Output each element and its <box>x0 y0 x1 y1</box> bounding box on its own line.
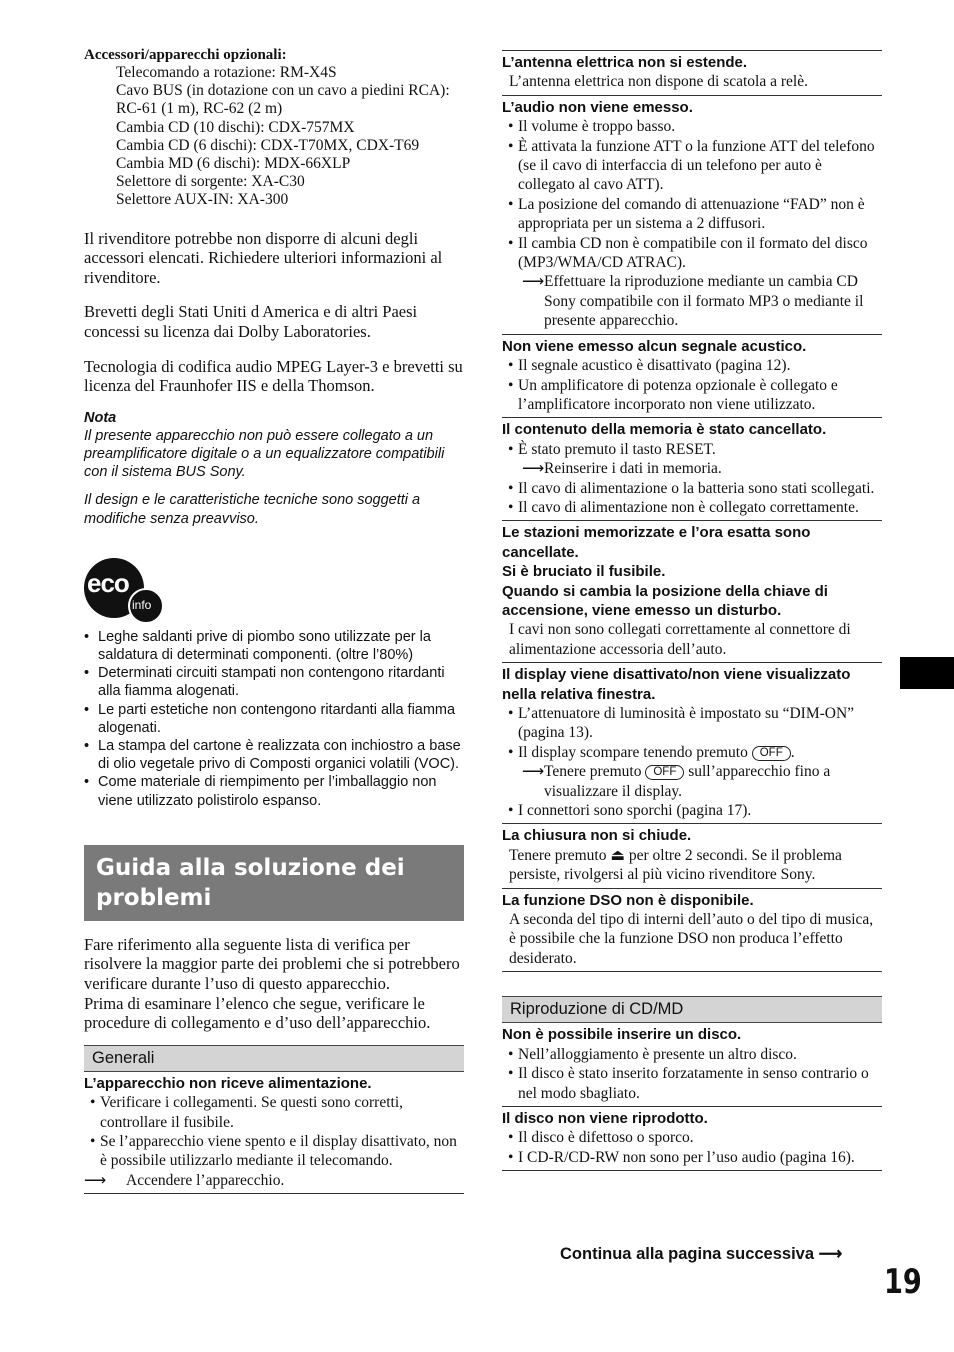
cause-bullet: • Il volume è troppo basso. <box>502 117 882 136</box>
intro-paragraph: Prima di esaminare l’elenco che segue, verificare le procedure di collegamento e d’uso dell’apparecchio. <box>84 993 431 1033</box>
list-item: Telecomando a rotazione: RM-X4S <box>116 64 337 81</box>
problem-title: Il contenuto della memoria è stato cancellato. <box>502 421 827 439</box>
troubleshoot-item <box>502 1023 882 1107</box>
troubleshoot-item <box>502 50 882 96</box>
arrow-icon: ⟶ <box>522 460 545 478</box>
continue-note <box>560 1244 842 1264</box>
cause-bullet: • I connettori sono sporchi (pagina 17). <box>502 801 882 820</box>
eco-info-logo <box>84 558 160 624</box>
section-banner: Guida alla soluzione dei problemi <box>84 845 464 921</box>
page-number: 19 <box>884 1262 922 1302</box>
cause-bullet: • I CD-R/CD-RW non sono per l’uso audio (pagina 16). <box>502 1148 882 1167</box>
cause-text: I cavi non sono collegati correttamente al connettore di alimentazione accessoria dell’auto. <box>509 621 851 658</box>
cause-bullet: • Il disco è difettoso o sporco. <box>502 1128 882 1147</box>
problem-title: L’apparecchio non riceve alimentazione. <box>84 1074 372 1092</box>
problem-title: Non è possibile inserire un disco. <box>502 1026 742 1044</box>
troubleshoot-item <box>84 1072 464 1194</box>
language-tab-marker <box>900 657 954 689</box>
paragraph: Tecnologia di codifica audio MPEG Layer-3 e brevetti su licenza del Fraunhofer IIS e della Thomson. <box>84 356 463 396</box>
list-item: Selettore AUX-IN: XA-300 <box>116 191 289 209</box>
troubleshoot-item <box>502 1107 882 1171</box>
cause-text <box>502 846 882 885</box>
arrow-icon: ⟶ <box>522 273 545 291</box>
cause-bullet: • Il cavo di alimentazione o la batteria sono stati scollegati. <box>502 479 882 498</box>
problem-title: La funzione DSO non è disponibile. <box>502 891 754 909</box>
troubleshoot-item <box>502 889 882 973</box>
cause-text-part: Tenere premuto <box>509 846 607 864</box>
cause-text-part: per oltre 2 secondi. Se il problema persiste, rivolgersi al più vicino rivenditore Sony. <box>509 846 842 884</box>
eco-logo-sub: info <box>132 597 152 612</box>
arrow-icon: ⟶ <box>522 763 545 781</box>
accessories-title: Accessori/apparecchi opzionali: <box>84 47 287 63</box>
troubleshoot-item <box>502 335 882 419</box>
arrow-icon: ⟶ <box>818 1245 843 1263</box>
intro-paragraph: Fare riferimento alla seguente lista di verifica per risolvere la maggior parte dei problemi che si potrebbero verificare durante l’uso di questo apparecchio. <box>84 934 460 994</box>
eco-logo-text: eco <box>87 567 129 598</box>
troubleshoot-item <box>502 824 882 888</box>
remedy-text: Reinserire i dati in memoria. <box>544 460 722 478</box>
list-item: Cambia CD (6 dischi): CDX-T70MX, CDX-T69 <box>116 136 420 154</box>
troubleshoot-item <box>502 663 882 824</box>
remedy-text: sull’apparecchio fino a visualizzare il display. <box>544 763 831 800</box>
note-text: Il design e le caratteristiche tecniche sono soggetti a modifiche senza preavviso. <box>84 492 421 527</box>
remedy <box>502 762 882 801</box>
problem-title: L’audio non viene emesso. <box>502 98 693 116</box>
remedy <box>502 272 882 330</box>
remedy <box>502 459 882 478</box>
list-item: RC-61 (1 m), RC-62 (2 m) <box>116 100 283 118</box>
cause-bullet: • Il cavo di alimentazione non è collegato correttamente. <box>502 498 882 517</box>
section-header-generali: Generali <box>84 1045 464 1072</box>
right-column <box>502 50 882 1171</box>
troubleshoot-item <box>502 418 882 521</box>
list-item: • Le parti estetiche non contengono ritardanti alla fiamma alogenati. <box>84 701 464 737</box>
cause-text: Il display scompare tenendo premuto <box>518 743 748 761</box>
cause-bullet: • Il cambia CD non è compatibile con il formato del disco (MP3/WMA/CD ATRAC). <box>502 234 882 273</box>
accessories-list <box>84 64 464 210</box>
cause-bullet: • L’attenuatore di luminosità è impostato su “DIM-ON” (pagina 13). <box>502 704 882 743</box>
list-item: • Determinati circuiti stampati non contengono ritardanti alla fiamma alogenati. <box>84 664 464 700</box>
remedy-text: Effettuare la riproduzione mediante un cambia CD Sony compatibile con il formato MP3 o mediante il presente apparecchio. <box>544 273 864 330</box>
problem-title: Si è bruciato il fusibile. <box>502 563 666 581</box>
continue-text: Continua alla pagina successiva <box>560 1245 815 1263</box>
list-item: Cavo BUS (in dotazione con un cavo a piedini RCA): <box>116 82 450 100</box>
problem-title: Il display viene disattivato/non viene visualizzato nella relativa finestra. <box>502 666 851 703</box>
cause-bullet <box>502 743 882 762</box>
list-item: • Come materiale di riempimento per l’imballaggio non viene utilizzato polistirolo espanso. <box>84 773 464 809</box>
list-item: Cambia MD (6 dischi): MDX-66XLP <box>116 155 351 173</box>
cause-bullet: • La posizione del comando di attenuazione “FAD” non è appropriata per un sistema a 2 diffusori. <box>502 195 882 234</box>
remedy-text: Tenere premuto <box>544 763 642 781</box>
cause-bullet: • Nell’alloggiamento è presente un altro disco. <box>502 1045 882 1064</box>
list-item: • Leghe saldanti prive di piombo sono utilizzate per la saldatura di determinati componenti. (oltre l’80%) <box>84 628 464 664</box>
paragraph: Il rivenditore potrebbe non disporre di alcuni degli accessori elencati. Richiedere ulteriori informazioni al rivenditore. <box>84 228 443 287</box>
cause-bullet: • È stato premuto il tasto RESET. <box>502 440 882 459</box>
problem-title: Quando si cambia la posizione della chiave di accensione, viene emesso un disturbo. <box>502 582 828 619</box>
cause-bullet: • Il segnale acustico è disattivato (pagina 12). <box>502 356 882 375</box>
troubleshoot-item <box>502 521 882 663</box>
cause-text: A seconda del tipo di interni dell’auto o del tipo di musica, è possibile che la funzione DSO non produca l’effetto desiderato. <box>509 911 874 967</box>
remedy <box>84 1171 464 1190</box>
remedy-text: Accendere l’apparecchio. <box>126 1171 285 1189</box>
problem-title: La chiusura non si chiude. <box>502 827 692 845</box>
note-title: Nota <box>84 409 117 426</box>
problem-title: Il disco non viene riprodotto. <box>502 1109 708 1127</box>
list-item: • La stampa del cartone è realizzata con inchiostro a base di olio vegetale privo di Composti organici volatili (VOC). <box>84 737 464 773</box>
off-key-icon: OFF <box>645 765 684 780</box>
problem-title: Le stazioni memorizzate e l’ora esatta sono cancellate. <box>502 524 811 561</box>
cause-bullet: • È attivata la funzione ATT o la funzione ATT del telefono (se il cavo di interfaccia di un telefono per auto è collegato al cavo ATT). <box>502 137 882 195</box>
problem-title: L’antenna elettrica non si estende. <box>502 54 748 71</box>
troubleshoot-item <box>502 96 882 335</box>
cause-text: L’antenna elettrica non dispone di scatola a relè. <box>509 73 808 91</box>
arrow-icon: ⟶ <box>84 1171 107 1189</box>
section-header-cdmd: Riproduzione di CD/MD <box>502 996 882 1023</box>
cause-bullet: • Un amplificatore di potenza opzionale è collegato e l’amplificatore incorporato non viene utilizzato. <box>502 376 882 415</box>
problem-title: Non viene emesso alcun segnale acustico. <box>502 337 807 355</box>
punctuation: . <box>790 743 795 761</box>
list-item: Selettore di sorgente: XA-C30 <box>116 173 305 191</box>
left-column <box>84 46 464 1194</box>
off-key-icon: OFF <box>752 746 791 761</box>
list-item: Cambia CD (10 dischi): CDX-757MX <box>116 118 355 136</box>
cause-bullet: • Se l’apparecchio viene spento e il display disattivato, non è possibile utilizzarlo mediante il telecomando. <box>84 1132 464 1171</box>
paragraph: Brevetti degli Stati Uniti d America e di altri Paesi concessi su licenza dai Dolby Laboratories. <box>84 302 418 341</box>
eco-list <box>84 628 464 810</box>
cause-bullet: • Il disco è stato inserito forzatamente in senso contrario o nel modo sbagliato. <box>502 1064 882 1103</box>
eject-icon: ⏏ <box>610 846 625 864</box>
note-text: Il presente apparecchio non può essere collegato a un preamplificatore digitale o a un equalizzatore compatibili con il sistema BUS Sony. <box>84 427 445 481</box>
cause-bullet: • Verificare i collegamenti. Se questi sono corretti, controllare il fusibile. <box>84 1093 464 1132</box>
